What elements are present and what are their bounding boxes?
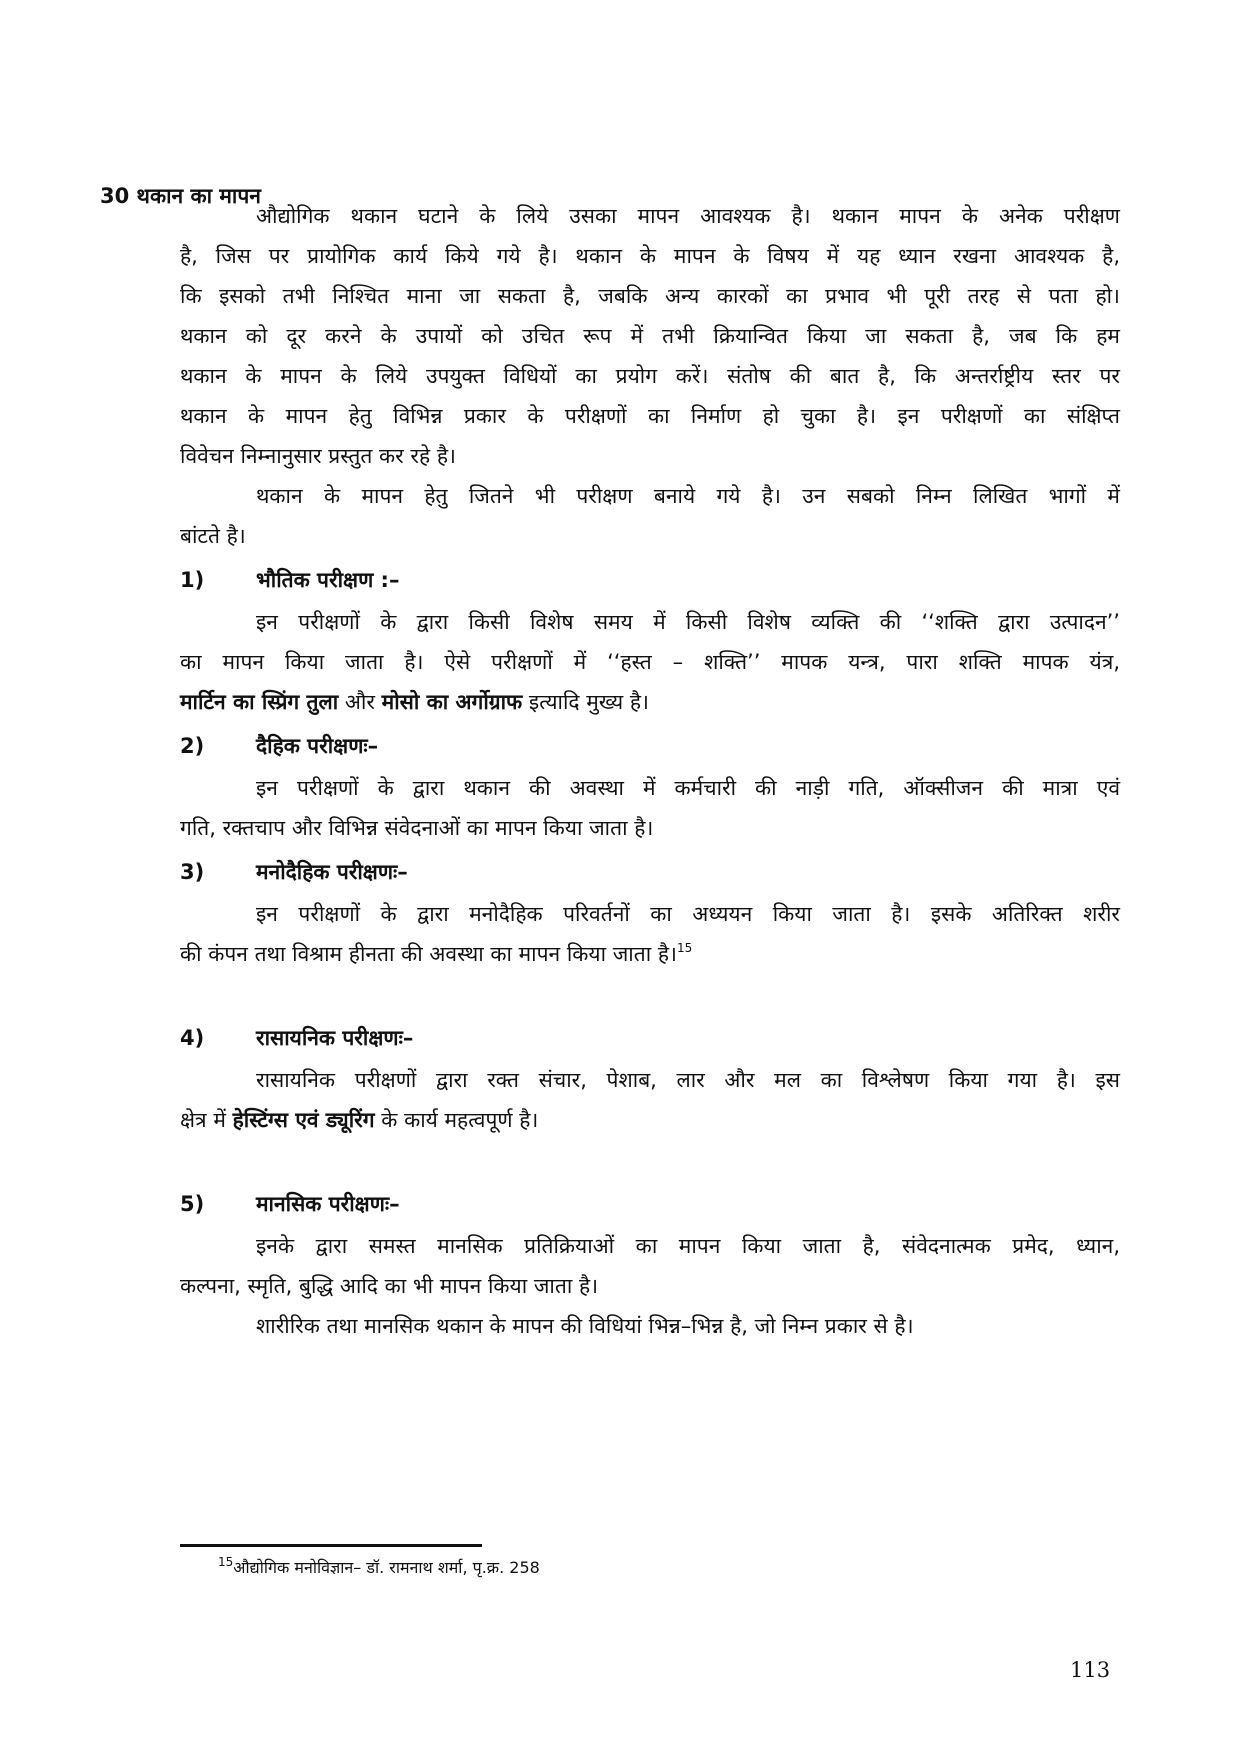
section-4-line-2: क्षेत्र में हेस्टिंग्स एवं ड्यूरिंग के कार्य महत्वपूर्ण है।	[180, 1108, 539, 1132]
section-1-line-2: का मापन किया जाता है। ऐसे परीक्षणों में ‘‘हस्त – शक्ति’’ मापक यन्त्र, पारा शक्ति मापक यंत्र,	[180, 650, 1120, 674]
intro-line-3: कि इसको तभी निश्चित माना जा सकता है, जबकि अन्य कारकों का प्रभाव भी पूरी तरह से पता हो।	[180, 284, 1120, 308]
bold-term-hastings-during: हेस्टिंग्स एवं ड्यूरिंग	[232, 1108, 375, 1132]
section-heading: 30 थकान का मापन	[100, 184, 261, 208]
section-2-line-1: इन परीक्षणों के द्वारा थकान की अवस्था में कर्मचारी की नाड़ी गति, ऑक्सीजन की मात्रा एवं	[256, 776, 1120, 800]
section-1-number: 1)	[180, 568, 205, 592]
section-5-line-3: शारीरिक तथा मानसिक थकान के मापन की विधियां भिन्न–भिन्न है, जो निम्न प्रकार से है।	[256, 1314, 914, 1338]
bold-term-spring-balance: मार्टिन का स्प्रिंग तुला	[180, 690, 339, 714]
footnote-reference: 15	[676, 941, 693, 955]
intro-line-6: थकान के मापन हेतु विभिन्न प्रकार के परीक्षणों का निर्माण हो चुका है। इन परीक्षणों का संक्षिप्त	[180, 404, 1120, 428]
section-1-line-1: इन परीक्षणों के द्वारा किसी विशेष समय में किसी विशेष व्यक्ति की ‘‘शक्ति द्वारा उत्पादन’’	[256, 610, 1120, 634]
division-line-2: बांटते है।	[180, 524, 246, 548]
section-5-line-1: इनके द्वारा समस्त मानसिक प्रतिक्रियाओं का मापन किया जाता है, संवेदनात्मक प्रमेद, ध्यान,	[256, 1234, 1120, 1258]
intro-line-1: औद्योगिक थकान घटाने के लिये उसका मापन आवश्यक है। थकान मापन के अनेक परीक्षण	[256, 204, 1120, 228]
bold-term-ergograph: मोसो का अर्गोग्राफ	[381, 690, 523, 714]
footnote-text: औद्योगिक मनोविज्ञान– डॉ. रामनाथ शर्मा, पृ.क्र. 258	[233, 1558, 540, 1577]
section-2-line-2: गति, रक्तचाप और विभिन्न संवेदनाओं का मापन किया जाता है।	[180, 816, 654, 840]
section-5-number: 5)	[180, 1192, 205, 1216]
intro-line-4: थकान को दूर करने के उपायों को उचित रूप में तभी क्रियान्वित किया जा सकता है, जब कि हम	[180, 324, 1120, 348]
section-4-number: 4)	[180, 1026, 205, 1050]
page-number: 113	[1070, 1658, 1111, 1682]
footnote	[218, 1556, 540, 1580]
section-5-title: मानसिक परीक्षणः–	[256, 1192, 400, 1216]
section-4-title: रासायनिक परीक्षणः–	[256, 1026, 414, 1050]
section-2-number: 2)	[180, 734, 205, 758]
section-3-line-2: की कंपन तथा विश्राम हीनता की अवस्था का मापन किया जाता है।$^{15}$	[180, 941, 693, 966]
section-3-number: 3)	[180, 860, 205, 884]
section-2-title: दैहिक परीक्षणः–	[256, 734, 379, 758]
intro-line-7: विवेचन निम्नानुसार प्रस्तुत कर रहे है।	[180, 444, 456, 468]
section-3-line-1: इन परीक्षणों के द्वारा मनोदैहिक परिवर्तनों का अध्ययन किया जाता है। इसके अतिरिक्त शरीर	[256, 902, 1120, 926]
section-3-title: मनोदैहिक परीक्षणः–	[256, 860, 408, 884]
section-1-title: भौतिक परीक्षण :–	[256, 568, 400, 592]
intro-line-2: है, जिस पर प्रायोगिक कार्य किये गये है। थकान के मापन के विषय में यह ध्यान रखना आवश्यक है,	[180, 244, 1120, 268]
section-1-line-3: मार्टिन का स्प्रिंग तुला और मोसो का अर्गोग्राफ इत्यादि मुख्य है।	[180, 690, 650, 714]
section-4-line-1: रासायनिक परीक्षणों द्वारा रक्त संचार, पेशाब, लार और मल का विश्लेषण किया गया है। इस	[256, 1068, 1120, 1092]
footnote-number: 15	[218, 1555, 234, 1569]
footnote-divider	[180, 1544, 482, 1547]
intro-line-5: थकान के मापन के लिये उपयुक्त विधियों का प्रयोग करें। संतोष की बात है, कि अन्तर्राष्ट्रीय स्तर पर	[180, 364, 1120, 388]
section-5-line-2: कल्पना, स्मृति, बुद्धि आदि का भी मापन किया जाता है।	[180, 1274, 599, 1298]
division-line-1: थकान के मापन हेतु जितने भी परीक्षण बनाये गये है। उन सबको निम्न लिखित भागों में	[256, 484, 1120, 508]
